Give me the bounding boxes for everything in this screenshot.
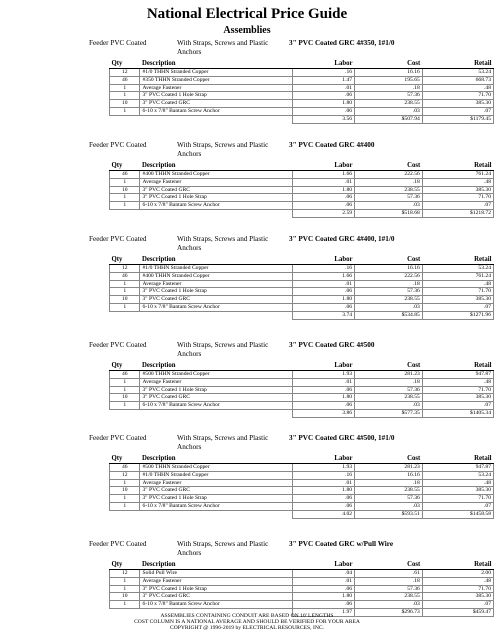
- col-description-header: Description: [140, 455, 292, 464]
- col-retail-cell: .48: [422, 378, 493, 386]
- col-description-cell: 3" PVC Coated 1 Hole Strap: [140, 194, 292, 202]
- col-labor-header: Labor: [292, 455, 354, 464]
- col-qty-cell: 46: [110, 464, 140, 472]
- col-qty-cell: 1: [110, 303, 140, 311]
- col-qty-cell: 1: [110, 378, 140, 386]
- section-category: Feeder PVC Coated: [89, 39, 147, 47]
- col-cost-cell: .03: [355, 303, 423, 311]
- col-qty-cell: 10: [110, 186, 140, 194]
- col-labor-cell: 1.80: [292, 593, 354, 601]
- table-row: [110, 69, 494, 77]
- col-qty-cell: 46: [110, 171, 140, 179]
- col-qty-cell: 10: [110, 487, 140, 495]
- col-description-header: Description: [140, 162, 292, 171]
- section-category: Feeder PVC Coated: [89, 235, 147, 243]
- col-qty-cell: 1: [110, 178, 140, 186]
- col-retail-cell: 385.30: [422, 394, 493, 402]
- table-row: [110, 402, 494, 410]
- col-description-cell: 3" PVC Coated GRC: [140, 186, 292, 194]
- table-row: [110, 570, 494, 578]
- section-header: [89, 540, 494, 562]
- col-labor-cell: .06: [292, 303, 354, 311]
- col-cost-cell: 57.36: [355, 585, 423, 593]
- total-labor: 2.59: [292, 209, 354, 217]
- table-row: [110, 386, 494, 394]
- col-description-cell: #400 THHN Stranded Copper: [140, 272, 292, 280]
- total-labor: 4.02: [292, 510, 354, 518]
- col-qty-header: Qty: [110, 362, 140, 371]
- col-labor-cell: 1.93: [292, 371, 354, 379]
- col-cost-cell: 238.55: [355, 100, 423, 108]
- table-row: [110, 394, 494, 402]
- col-description-cell: Average Fastener: [140, 84, 292, 92]
- table-row: [110, 186, 494, 194]
- col-labor-cell: .06: [292, 288, 354, 296]
- section-header: [89, 235, 494, 257]
- col-description-cell: 3" PVC Coated GRC: [140, 394, 292, 402]
- section-method: With Straps, Screws and Plastic Anchors: [177, 341, 269, 358]
- total-row: [110, 510, 494, 518]
- col-cost-cell: 281.23: [355, 464, 423, 472]
- col-qty-cell: 1: [110, 386, 140, 394]
- page-subtitle: Assemblies: [223, 25, 271, 36]
- col-retail-cell: 385.30: [422, 100, 493, 108]
- col-retail-cell: 761.24: [422, 171, 493, 179]
- col-qty-cell: 1: [110, 402, 140, 410]
- col-cost-cell: 16.16: [355, 471, 423, 479]
- section-header: [89, 141, 494, 163]
- col-cost-cell: 195.65: [355, 76, 423, 84]
- footer-line: COPYRIGHT @ 1996-2019 by ELECTRICAL RESOURCES, INC.: [169, 625, 324, 631]
- table-row: [110, 280, 494, 288]
- col-labor-cell: .16: [292, 265, 354, 273]
- col-cost-cell: 222.56: [355, 171, 423, 179]
- table-row: [110, 171, 494, 179]
- col-qty-cell: 10: [110, 394, 140, 402]
- col-retail-header: Retail: [422, 455, 493, 464]
- assembly-table: [109, 60, 494, 124]
- table-row: [110, 593, 494, 601]
- col-retail-cell: .48: [422, 178, 493, 186]
- col-description-cell: 3" PVC Coated 1 Hole Strap: [140, 495, 292, 503]
- col-description-cell: 6-10 x 7/8" Bantam Screw Anchor: [140, 402, 292, 410]
- section-method: With Straps, Screws and Plastic Anchors: [177, 39, 269, 56]
- col-labor-cell: .06: [292, 502, 354, 510]
- table-row: [110, 202, 494, 210]
- col-qty-cell: 1: [110, 92, 140, 100]
- col-labor-cell: .16: [292, 69, 354, 77]
- col-labor-cell: .06: [292, 386, 354, 394]
- total-row: [110, 409, 494, 417]
- col-retail-cell: 71.70: [422, 585, 493, 593]
- col-description-cell: 6-10 x 7/8" Bantam Screw Anchor: [140, 303, 292, 311]
- col-description-header: Description: [140, 362, 292, 371]
- col-qty-header: Qty: [110, 162, 140, 171]
- table-row: [110, 272, 494, 280]
- col-retail-cell: 761.24: [422, 272, 493, 280]
- section-method: With Straps, Screws and Plastic Anchors: [177, 434, 269, 451]
- col-description-cell: Average Fastener: [140, 479, 292, 487]
- total-cost: $593.51: [355, 510, 423, 518]
- col-retail-cell: .48: [422, 84, 493, 92]
- col-retail-header: Retail: [422, 60, 493, 69]
- col-cost-cell: .18: [355, 84, 423, 92]
- col-cost-cell: 16.16: [355, 69, 423, 77]
- table-row: [110, 288, 494, 296]
- col-cost-cell: .18: [355, 178, 423, 186]
- col-retail-cell: .07: [422, 601, 493, 609]
- col-qty-cell: 12: [110, 570, 140, 578]
- total-row: [110, 115, 494, 123]
- col-labor-cell: .01: [292, 378, 354, 386]
- col-description-cell: 3" PVC Coated 1 Hole Strap: [140, 288, 292, 296]
- col-labor-header: Labor: [292, 362, 354, 371]
- col-retail-cell: 947.87: [422, 371, 493, 379]
- col-labor-cell: .06: [292, 92, 354, 100]
- col-qty-cell: 10: [110, 296, 140, 304]
- col-cost-header: Cost: [355, 561, 423, 570]
- col-description-header: Description: [140, 256, 292, 265]
- total-labor: 3.86: [292, 409, 354, 417]
- col-labor-header: Labor: [292, 561, 354, 570]
- table-row: [110, 464, 494, 472]
- col-retail-cell: .07: [422, 303, 493, 311]
- col-cost-cell: .18: [355, 280, 423, 288]
- col-description-cell: 6-10 x 7/8" Bantam Screw Anchor: [140, 202, 292, 210]
- col-labor-cell: .01: [292, 280, 354, 288]
- col-labor-cell: 1.80: [292, 394, 354, 402]
- col-qty-cell: 1: [110, 577, 140, 585]
- col-labor-cell: 1.80: [292, 100, 354, 108]
- col-description-header: Description: [140, 60, 292, 69]
- col-cost-cell: 238.55: [355, 593, 423, 601]
- total-cost: $296.73: [355, 608, 423, 616]
- col-labor-cell: 1.66: [292, 272, 354, 280]
- col-cost-cell: .03: [355, 502, 423, 510]
- col-labor-cell: .01: [292, 577, 354, 585]
- col-labor-cell: .04: [292, 570, 354, 578]
- col-labor-cell: .06: [292, 402, 354, 410]
- section-assembly-name: 3" PVC Coated GRC 4#350, 1#1/0: [289, 39, 395, 47]
- col-retail-cell: .07: [422, 107, 493, 115]
- table-row: [110, 577, 494, 585]
- col-qty-cell: 46: [110, 76, 140, 84]
- col-qty-cell: 1: [110, 495, 140, 503]
- col-retail-cell: 71.70: [422, 288, 493, 296]
- col-description-cell: Average Fastener: [140, 378, 292, 386]
- total-cost: $577.35: [355, 409, 423, 417]
- col-retail-cell: 385.30: [422, 593, 493, 601]
- col-cost-cell: .03: [355, 202, 423, 210]
- col-qty-cell: 1: [110, 107, 140, 115]
- col-labor-cell: .01: [292, 479, 354, 487]
- col-cost-header: Cost: [355, 362, 423, 371]
- total-row: [110, 209, 494, 217]
- col-qty-cell: 46: [110, 371, 140, 379]
- col-cost-cell: .18: [355, 479, 423, 487]
- section-assembly-name: 3" PVC Coated GRC 4#500, 1#1/0: [289, 434, 395, 442]
- col-qty-cell: 10: [110, 100, 140, 108]
- col-description-cell: #400 THHN Stranded Copper: [140, 171, 292, 179]
- col-cost-cell: .03: [355, 402, 423, 410]
- col-qty-cell: 1: [110, 502, 140, 510]
- section-assembly-name: 3" PVC Coated GRC w/Pull Wire: [289, 540, 394, 548]
- col-cost-cell: 57.36: [355, 194, 423, 202]
- col-cost-cell: 238.55: [355, 186, 423, 194]
- total-cost: $534.85: [355, 311, 423, 319]
- col-cost-cell: .61: [355, 570, 423, 578]
- col-retail-header: Retail: [422, 256, 493, 265]
- col-qty-header: Qty: [110, 60, 140, 69]
- col-description-cell: 6-10 x 7/8" Bantam Screw Anchor: [140, 601, 292, 609]
- col-retail-cell: .07: [422, 402, 493, 410]
- col-qty-header: Qty: [110, 455, 140, 464]
- col-labor-cell: 1.80: [292, 296, 354, 304]
- total-retail: $1218.72: [422, 209, 493, 217]
- col-retail-cell: 53.24: [422, 471, 493, 479]
- section-header: [89, 341, 494, 363]
- col-labor-header: Labor: [292, 60, 354, 69]
- col-description-cell: 3" PVC Coated GRC: [140, 296, 292, 304]
- col-description-cell: #1/0 THHN Stranded Copper: [140, 69, 292, 77]
- section-assembly-name: 3" PVC Coated GRC 4#500: [289, 341, 375, 349]
- col-retail-cell: .48: [422, 577, 493, 585]
- col-cost-cell: .18: [355, 378, 423, 386]
- col-retail-cell: 947.87: [422, 464, 493, 472]
- section-method: With Straps, Screws and Plastic Anchors: [177, 235, 269, 252]
- col-cost-cell: 238.55: [355, 296, 423, 304]
- section-category: Feeder PVC Coated: [89, 141, 147, 149]
- col-qty-cell: 1: [110, 585, 140, 593]
- col-labor-cell: .06: [292, 495, 354, 503]
- footer-line: COST COLUMN IS A NATIONAL AVERAGE AND SHOULD BE VERIFIED FOR YOUR AREA: [134, 619, 360, 625]
- col-retail-cell: .48: [422, 280, 493, 288]
- col-retail-cell: 71.70: [422, 386, 493, 394]
- col-qty-cell: 46: [110, 272, 140, 280]
- col-labor-cell: .01: [292, 178, 354, 186]
- col-labor-cell: .06: [292, 601, 354, 609]
- col-retail-cell: 53.24: [422, 265, 493, 273]
- page-title: National Electrical Price Guide: [146, 6, 348, 22]
- col-cost-cell: .03: [355, 107, 423, 115]
- col-description-cell: 3" PVC Coated 1 Hole Strap: [140, 386, 292, 394]
- col-retail-cell: 385.30: [422, 296, 493, 304]
- table-row: [110, 601, 494, 609]
- table-row: [110, 371, 494, 379]
- col-labor-cell: 1.93: [292, 464, 354, 472]
- total-retail: $1271.96: [422, 311, 493, 319]
- col-retail-header: Retail: [422, 362, 493, 371]
- section-header: [89, 39, 494, 61]
- col-retail-cell: .48: [422, 479, 493, 487]
- col-labor-header: Labor: [292, 256, 354, 265]
- col-cost-cell: 238.55: [355, 394, 423, 402]
- col-cost-cell: 16.16: [355, 265, 423, 273]
- col-labor-cell: .16: [292, 471, 354, 479]
- table-row: [110, 471, 494, 479]
- col-retail-cell: 2.00: [422, 570, 493, 578]
- section-assembly-name: 3" PVC Coated GRC 4#400: [289, 141, 375, 149]
- col-labor-cell: .06: [292, 194, 354, 202]
- table-row: [110, 100, 494, 108]
- col-retail-cell: 385.30: [422, 186, 493, 194]
- col-cost-cell: 222.56: [355, 272, 423, 280]
- col-description-cell: #1/0 THHN Stranded Copper: [140, 265, 292, 273]
- col-labor-cell: 1.80: [292, 186, 354, 194]
- section-method: With Straps, Screws and Plastic Anchors: [177, 540, 269, 557]
- col-qty-cell: 12: [110, 69, 140, 77]
- col-qty-cell: 1: [110, 601, 140, 609]
- table-row: [110, 178, 494, 186]
- col-description-cell: 3" PVC Coated 1 Hole Strap: [140, 92, 292, 100]
- col-labor-cell: .01: [292, 84, 354, 92]
- col-description-cell: Average Fastener: [140, 178, 292, 186]
- col-description-cell: 6-10 x 7/8" Bantam Screw Anchor: [140, 502, 292, 510]
- assembly-table: [109, 256, 494, 320]
- table-row: [110, 84, 494, 92]
- table-row: [110, 303, 494, 311]
- col-description-cell: 6-10 x 7/8" Bantam Screw Anchor: [140, 107, 292, 115]
- section-category: Feeder PVC Coated: [89, 341, 147, 349]
- col-retail-cell: 53.24: [422, 69, 493, 77]
- col-qty-cell: 1: [110, 84, 140, 92]
- col-retail-cell: 385.30: [422, 487, 493, 495]
- section-method: With Straps, Screws and Plastic Anchors: [177, 141, 269, 158]
- table-row: [110, 194, 494, 202]
- col-description-cell: #500 THHN Stranded Copper: [140, 464, 292, 472]
- total-labor: 1.97: [292, 608, 354, 616]
- col-retail-header: Retail: [422, 561, 493, 570]
- total-row: [110, 311, 494, 319]
- total-retail: $1405.34: [422, 409, 493, 417]
- col-qty-cell: 1: [110, 288, 140, 296]
- col-labor-cell: 1.66: [292, 171, 354, 179]
- total-labor: 3.74: [292, 311, 354, 319]
- col-labor-cell: .06: [292, 107, 354, 115]
- col-qty-cell: 1: [110, 280, 140, 288]
- col-cost-header: Cost: [355, 162, 423, 171]
- table-row: [110, 495, 494, 503]
- col-cost-cell: 238.55: [355, 487, 423, 495]
- col-qty-header: Qty: [110, 256, 140, 265]
- col-qty-cell: 10: [110, 593, 140, 601]
- table-row: [110, 265, 494, 273]
- table-row: [110, 487, 494, 495]
- col-retail-cell: .07: [422, 202, 493, 210]
- col-cost-cell: .03: [355, 601, 423, 609]
- table-row: [110, 502, 494, 510]
- col-description-cell: Average Fastener: [140, 280, 292, 288]
- col-labor-cell: .06: [292, 585, 354, 593]
- table-row: [110, 378, 494, 386]
- col-description-cell: #500 THHN Stranded Copper: [140, 371, 292, 379]
- col-retail-cell: .07: [422, 502, 493, 510]
- col-retail-cell: 71.70: [422, 92, 493, 100]
- col-labor-cell: .06: [292, 202, 354, 210]
- section-category: Feeder PVC Coated: [89, 434, 147, 442]
- col-retail-cell: 71.70: [422, 495, 493, 503]
- col-description-cell: 3" PVC Coated GRC: [140, 487, 292, 495]
- total-retail: $1179.45: [422, 115, 493, 123]
- total-labor: 3.56: [292, 115, 354, 123]
- total-retail: $459.47: [422, 608, 493, 616]
- total-cost: $507.94: [355, 115, 423, 123]
- col-description-cell: #350 THHN Stranded Copper: [140, 76, 292, 84]
- table-row: [110, 76, 494, 84]
- col-cost-cell: 281.23: [355, 371, 423, 379]
- col-description-cell: 3" PVC Coated 1 Hole Strap: [140, 585, 292, 593]
- footer: [0, 613, 494, 631]
- col-qty-cell: 1: [110, 194, 140, 202]
- table-row: [110, 585, 494, 593]
- col-cost-cell: 57.36: [355, 495, 423, 503]
- col-description-cell: Average Fastener: [140, 577, 292, 585]
- col-description-header: Description: [140, 561, 292, 570]
- assembly-table: [109, 455, 494, 519]
- col-qty-cell: 12: [110, 265, 140, 273]
- total-retail: $1458.58: [422, 510, 493, 518]
- col-qty-cell: 12: [110, 471, 140, 479]
- col-retail-cell: 668.73: [422, 76, 493, 84]
- col-cost-cell: .18: [355, 577, 423, 585]
- col-cost-header: Cost: [355, 256, 423, 265]
- col-retail-cell: 71.70: [422, 194, 493, 202]
- col-description-cell: #1/0 THHN Stranded Copper: [140, 471, 292, 479]
- table-row: [110, 479, 494, 487]
- assembly-table: [109, 162, 494, 218]
- col-labor-header: Labor: [292, 162, 354, 171]
- col-cost-header: Cost: [355, 60, 423, 69]
- table-row: [110, 107, 494, 115]
- col-cost-header: Cost: [355, 455, 423, 464]
- col-qty-cell: 1: [110, 202, 140, 210]
- table-row: [110, 296, 494, 304]
- col-description-cell: 3" PVC Coated GRC: [140, 593, 292, 601]
- col-labor-cell: 1.47: [292, 76, 354, 84]
- assembly-table: [109, 561, 494, 617]
- section-category: Feeder PVC Coated: [89, 540, 147, 548]
- col-qty-header: Qty: [110, 561, 140, 570]
- col-labor-cell: 1.80: [292, 487, 354, 495]
- col-cost-cell: 57.36: [355, 92, 423, 100]
- col-description-cell: Solid Pull Wire: [140, 570, 292, 578]
- table-row: [110, 92, 494, 100]
- col-retail-header: Retail: [422, 162, 493, 171]
- total-cost: $518.68: [355, 209, 423, 217]
- col-qty-cell: 1: [110, 479, 140, 487]
- footer-line: ASSEMBLIES CONTAINING CONDUIT ARE BASED ON 10' LENGTHS: [160, 613, 334, 619]
- section-header: [89, 434, 494, 456]
- col-description-cell: 3" PVC Coated GRC: [140, 100, 292, 108]
- assembly-table: [109, 362, 494, 418]
- col-cost-cell: 57.36: [355, 288, 423, 296]
- col-cost-cell: 57.36: [355, 386, 423, 394]
- section-assembly-name: 3" PVC Coated GRC 4#400, 1#1/0: [289, 235, 395, 243]
